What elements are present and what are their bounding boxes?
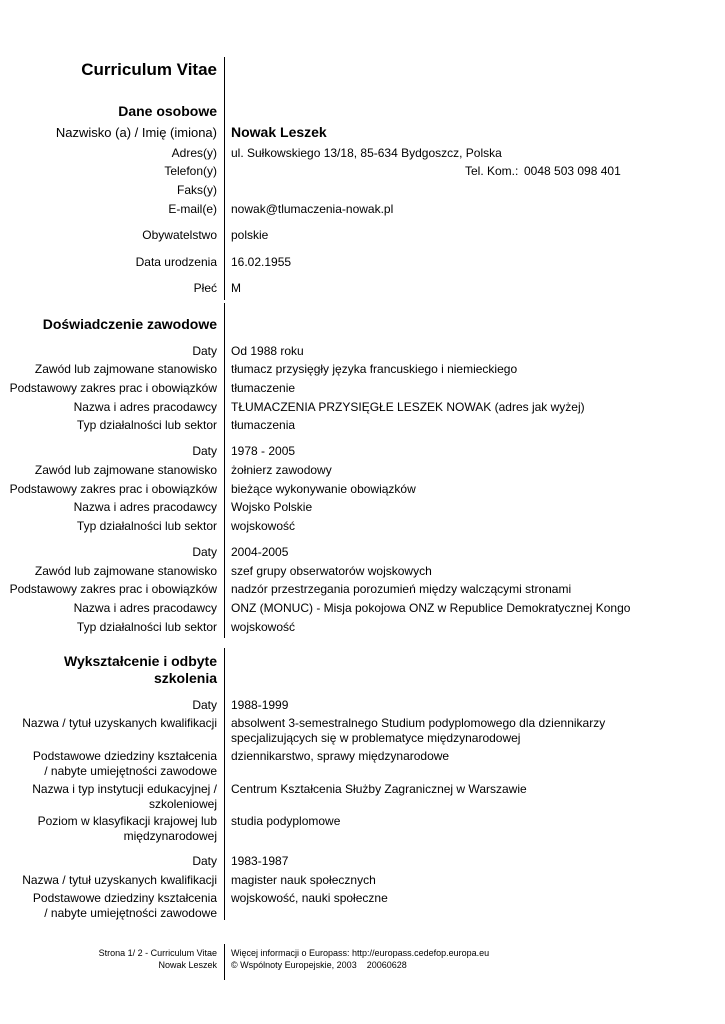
education-subjects-value: wojskowość, nauki społeczne bbox=[231, 891, 388, 905]
footer-left bbox=[99, 947, 217, 971]
education-organisation-value: Centrum Kształcenia Służby Zagranicznej w Warszawie bbox=[231, 782, 527, 796]
experience-position-label: Zawód lub zajmowane stanowisko bbox=[34, 463, 217, 477]
experience-activities-value: nadzór przestrzegania porozumień między walczącymi stronami bbox=[231, 582, 572, 596]
experience-sector-value: tłumaczenia bbox=[231, 418, 296, 432]
footer-europass-info: Więcej informacji o Europass: http://europass.cedefop.europa.eu bbox=[231, 948, 490, 958]
section-heading-experience: Doświadczenie zawodowe bbox=[42, 316, 217, 332]
education-subjects-label: Podstawowe dziedziny kształcenia / nabyte umiejętności zawodowe bbox=[32, 891, 217, 920]
education-qualification-value: absolwent 3-semestralnego Studium podyplomowego dla dziennikarzy specjalizujących się w problematyce międzynarodowej bbox=[231, 716, 606, 745]
experience-activities-label: Podstawowy zakres prac i obowiązków bbox=[9, 582, 217, 596]
footer-copyright: © Wspólnoty Europejskie, 2003 20060628 bbox=[231, 960, 407, 970]
experience-activities-label: Podstawowy zakres prac i obowiązków bbox=[9, 482, 217, 496]
education-subjects-label: Podstawowe dziedziny kształcenia / nabyte umiejętności zawodowe bbox=[32, 749, 217, 778]
section-heading-line: Wykształcenie i odbyte bbox=[63, 653, 217, 669]
education-qualification-label: Nazwa / tytuł uzyskanych kwalifikacji bbox=[22, 873, 217, 887]
gender-value: M bbox=[231, 281, 241, 295]
email-label: E-mail(e) bbox=[168, 202, 217, 216]
column-divider bbox=[224, 57, 225, 300]
experience-dates-value: 1978 - 2005 bbox=[231, 444, 296, 458]
education-dates-value: 1983-1987 bbox=[231, 854, 289, 868]
birth-date-label: Data urodzenia bbox=[135, 255, 217, 269]
footer-author: Nowak Leszek bbox=[158, 960, 217, 970]
footer-right bbox=[231, 947, 489, 971]
mobile-value: 0048 503 098 401 bbox=[524, 164, 621, 178]
experience-sector-label: Typ działalności lub sektor bbox=[76, 418, 217, 432]
experience-activities-value: bieżące wykonywanie obowiązków bbox=[231, 482, 416, 496]
experience-employer-value: TŁUMACZENIA PRZYSIĘGŁE LESZEK NOWAK (adres jak wyżej) bbox=[231, 400, 585, 414]
education-organisation-label: Nazwa i typ instytucji edukacyjnej / szkoleniowej bbox=[32, 782, 217, 811]
phone-label: Telefon(y) bbox=[164, 164, 217, 178]
experience-employer-label: Nazwa i adres pracodawcy bbox=[73, 400, 217, 414]
experience-sector-label: Typ działalności lub sektor bbox=[76, 620, 217, 634]
mobile-label: Tel. Kom.: bbox=[465, 164, 519, 178]
experience-employer-label: Nazwa i adres pracodawcy bbox=[73, 500, 217, 514]
education-dates-label: Daty bbox=[192, 698, 217, 712]
email-value: nowak@tlumaczenia-nowak.pl bbox=[231, 202, 394, 216]
experience-position-label: Zawód lub zajmowane stanowisko bbox=[34, 362, 217, 376]
section-heading-line: szkolenia bbox=[153, 670, 217, 686]
section-heading-personal: Dane osobowe bbox=[118, 103, 217, 119]
name-value: Nowak Leszek bbox=[231, 124, 327, 140]
experience-position-value: żołnierz zawodowy bbox=[231, 463, 332, 477]
experience-position-label: Zawód lub zajmowane stanowisko bbox=[34, 564, 217, 578]
address-value: ul. Sułkowskiego 13/18, 85-634 Bydgoszcz, Polska bbox=[231, 146, 502, 160]
education-qualification-value: magister nauk społecznych bbox=[231, 873, 376, 887]
column-divider bbox=[224, 303, 225, 638]
education-subjects-value: dziennikarstwo, sprawy międzynarodowe bbox=[231, 749, 450, 763]
education-dates-value: 1988-1999 bbox=[231, 698, 289, 712]
experience-dates-value: 2004-2005 bbox=[231, 545, 289, 559]
experience-position-value: tłumacz przysięgły języka francuskiego i niemieckiego bbox=[231, 362, 518, 376]
birth-date-value: 16.02.1955 bbox=[231, 255, 292, 269]
experience-activities-value: tłumaczenie bbox=[231, 381, 296, 395]
experience-sector-value: wojskowość bbox=[231, 519, 296, 533]
education-dates-label: Daty bbox=[192, 854, 217, 868]
experience-position-value: szef grupy obserwatorów wojskowych bbox=[231, 564, 432, 578]
education-level-value: studia podyplomowe bbox=[231, 814, 341, 828]
experience-employer-value: Wojsko Polskie bbox=[231, 500, 313, 514]
experience-activities-label: Podstawowy zakres prac i obowiązków bbox=[9, 381, 217, 395]
name-label: Nazwisko (a) / Imię (imiona) bbox=[55, 125, 217, 140]
experience-employer-value: ONZ (MONUC) - Misja pokojowa ONZ w Republice Demokratycznej Kongo bbox=[231, 601, 631, 615]
nationality-label: Obywatelstwo bbox=[142, 228, 217, 242]
document-title: Curriculum Vitae bbox=[81, 60, 217, 79]
education-level-label: Poziom w klasyfikacji krajowej lub międzynarodowej bbox=[37, 814, 217, 843]
section-heading-education bbox=[64, 653, 217, 687]
experience-sector-value: wojskowość bbox=[231, 620, 296, 634]
footer-page-info: Strona 1/ 2 - Curriculum Vitae bbox=[98, 948, 217, 958]
column-divider bbox=[224, 648, 225, 920]
experience-dates-label: Daty bbox=[192, 545, 217, 559]
gender-label: Płeć bbox=[193, 281, 217, 295]
experience-employer-label: Nazwa i adres pracodawcy bbox=[73, 601, 217, 615]
column-divider bbox=[224, 944, 225, 980]
experience-dates-value: Od 1988 roku bbox=[231, 344, 304, 358]
nationality-value: polskie bbox=[231, 228, 269, 242]
experience-dates-label: Daty bbox=[192, 344, 217, 358]
experience-sector-label: Typ działalności lub sektor bbox=[76, 519, 217, 533]
education-qualification-label: Nazwa / tytuł uzyskanych kwalifikacji bbox=[22, 716, 217, 730]
fax-label: Faks(y) bbox=[177, 183, 217, 197]
experience-dates-label: Daty bbox=[192, 444, 217, 458]
address-label: Adres(y) bbox=[171, 146, 217, 160]
